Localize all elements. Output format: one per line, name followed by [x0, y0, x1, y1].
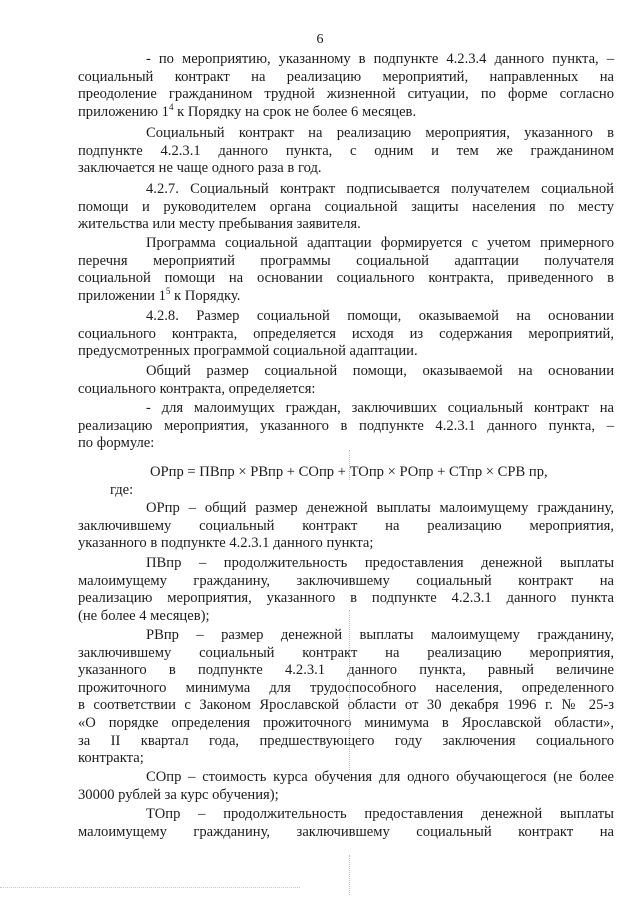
scan-artifact-line	[349, 855, 351, 895]
text-line: реализацию мероприятия, указанного в подпункте 4.2.3.1 данного пункта	[78, 590, 614, 607]
text-line: преодоление гражданином трудной жизненной ситуации, по форме согласно	[78, 86, 614, 103]
text-line: ПВпр – продолжительность предоставления денежной выплаты	[146, 555, 614, 571]
text-line: малоимущему гражданину, заключившему социальный контракт на	[78, 572, 614, 589]
paragraph-4-2-8	[78, 308, 614, 361]
text-line: РВпр – размер денежной выплаты малоимущему гражданину,	[146, 627, 614, 643]
text-line: Общий размер социальной помощи, оказываемой на основании	[146, 363, 614, 379]
text-line: жительства или месту пребывания заявителя.	[78, 216, 361, 233]
text-line: перечня мероприятий программы социальной адаптации получателя	[78, 252, 614, 269]
payment-formula: ОРпр = ПВпр × РВпр + СОпр + ТОпр × РОпр + СТпр × СРВ пр,	[150, 464, 548, 480]
paragraph-mentoring-contract	[78, 51, 614, 121]
text-line: заключается не чаще одного раза в год.	[78, 160, 322, 177]
definition-pvpr	[78, 555, 614, 625]
text-line: заключившему социальный контракт на реализацию мероприятия,	[78, 644, 614, 661]
text-line: «О порядке определения прожиточного минимума в Ярославской области»,	[78, 714, 614, 731]
where-label: где:	[110, 482, 134, 498]
paragraph-low-income	[78, 400, 614, 453]
text-line: заключившему социальный контракт на реализацию мероприятия,	[78, 517, 614, 534]
paragraph-4-2-7	[78, 181, 614, 234]
text-line: Социальный контракт на реализацию мероприятия, указанного в	[146, 125, 614, 141]
text-line: подпункте 4.2.3.1 данного пункта, с одним и тем же гражданином	[78, 142, 614, 159]
text-line: социального контракта, определяется:	[78, 380, 316, 397]
text-line: за II квартал года, предшествующего году заключения социального	[78, 732, 614, 749]
text-line: приложении $1^5$ к Порядку.	[78, 285, 241, 304]
text-line: ОРпр – общий размер денежной выплаты малоимущему гражданину,	[146, 500, 614, 516]
text-line: Программа социальной адаптации формируется с учетом примерного	[146, 235, 614, 251]
text-line: малоимущему гражданину, заключившему социальный контракт на	[78, 823, 614, 840]
text-line: социальный контракт на реализацию мероприятий, направленных на	[78, 68, 614, 85]
text-line: предусмотренных программой социальной адаптации.	[78, 343, 418, 360]
scan-artifact-bottom	[0, 887, 300, 888]
definition-rvpr	[78, 627, 614, 768]
text-line: ТОпр – продолжительность предоставления денежной выплаты	[146, 806, 614, 822]
text-line: 4.2.8. Размер социальной помощи, оказываемой на основании	[146, 308, 614, 324]
text-line: социальной помощи на основании социального контракта, приведенного в	[78, 270, 614, 287]
text-line: в соответствии с Законом Ярославской области от 30 декабря 1996 г. № 25-з	[78, 697, 614, 714]
text-line: приложению $1^4$ к Порядку на срок не более 6 месяцев.	[78, 101, 417, 120]
scan-artifact-line	[349, 610, 351, 780]
text-line: контракта;	[78, 750, 144, 767]
text-line: по формуле:	[78, 435, 155, 452]
text-line: 30000 рублей за курс обучения);	[78, 786, 279, 803]
text-line: - по мероприятию, указанному в подпункте 4.2.3.4 данного пункта, –	[146, 51, 614, 67]
text-line: указанного в подпункте 4.2.3.1 данного пункта, равный величине	[78, 662, 614, 679]
text-line: - для малоимущих граждан, заключивших социальный контракт на	[146, 400, 614, 416]
definition-topr	[78, 806, 614, 841]
text-line: указанного в подпункте 4.2.3.1 данного пункта;	[78, 535, 374, 552]
text-line: помощи и руководителем органа социальной защиты населения по месту	[78, 198, 614, 215]
page-number: 6	[316, 32, 324, 47]
scan-artifact-line	[349, 450, 351, 480]
paragraph-frequency	[78, 125, 614, 178]
definition-orpr	[78, 500, 614, 553]
text-line: реализацию мероприятия, указанного в подпункте 4.2.3.1 данного пункта, –	[78, 417, 614, 434]
text-line: 4.2.7. Социальный контракт подписывается получателем социальной	[146, 181, 614, 197]
text-line: социального контракта, определяется исходя из содержания мероприятий,	[78, 325, 614, 342]
text-line: (не более 4 месяцев);	[78, 607, 210, 624]
paragraph-adaptation-program	[78, 235, 614, 305]
text-line: СОпр – стоимость курса обучения для одного обучающегося (не более	[146, 769, 614, 785]
definition-sopr	[78, 769, 614, 804]
paragraph-total-size	[78, 363, 614, 398]
text-line: прожиточного минимума для трудоспособного населения, определенного	[78, 679, 614, 696]
